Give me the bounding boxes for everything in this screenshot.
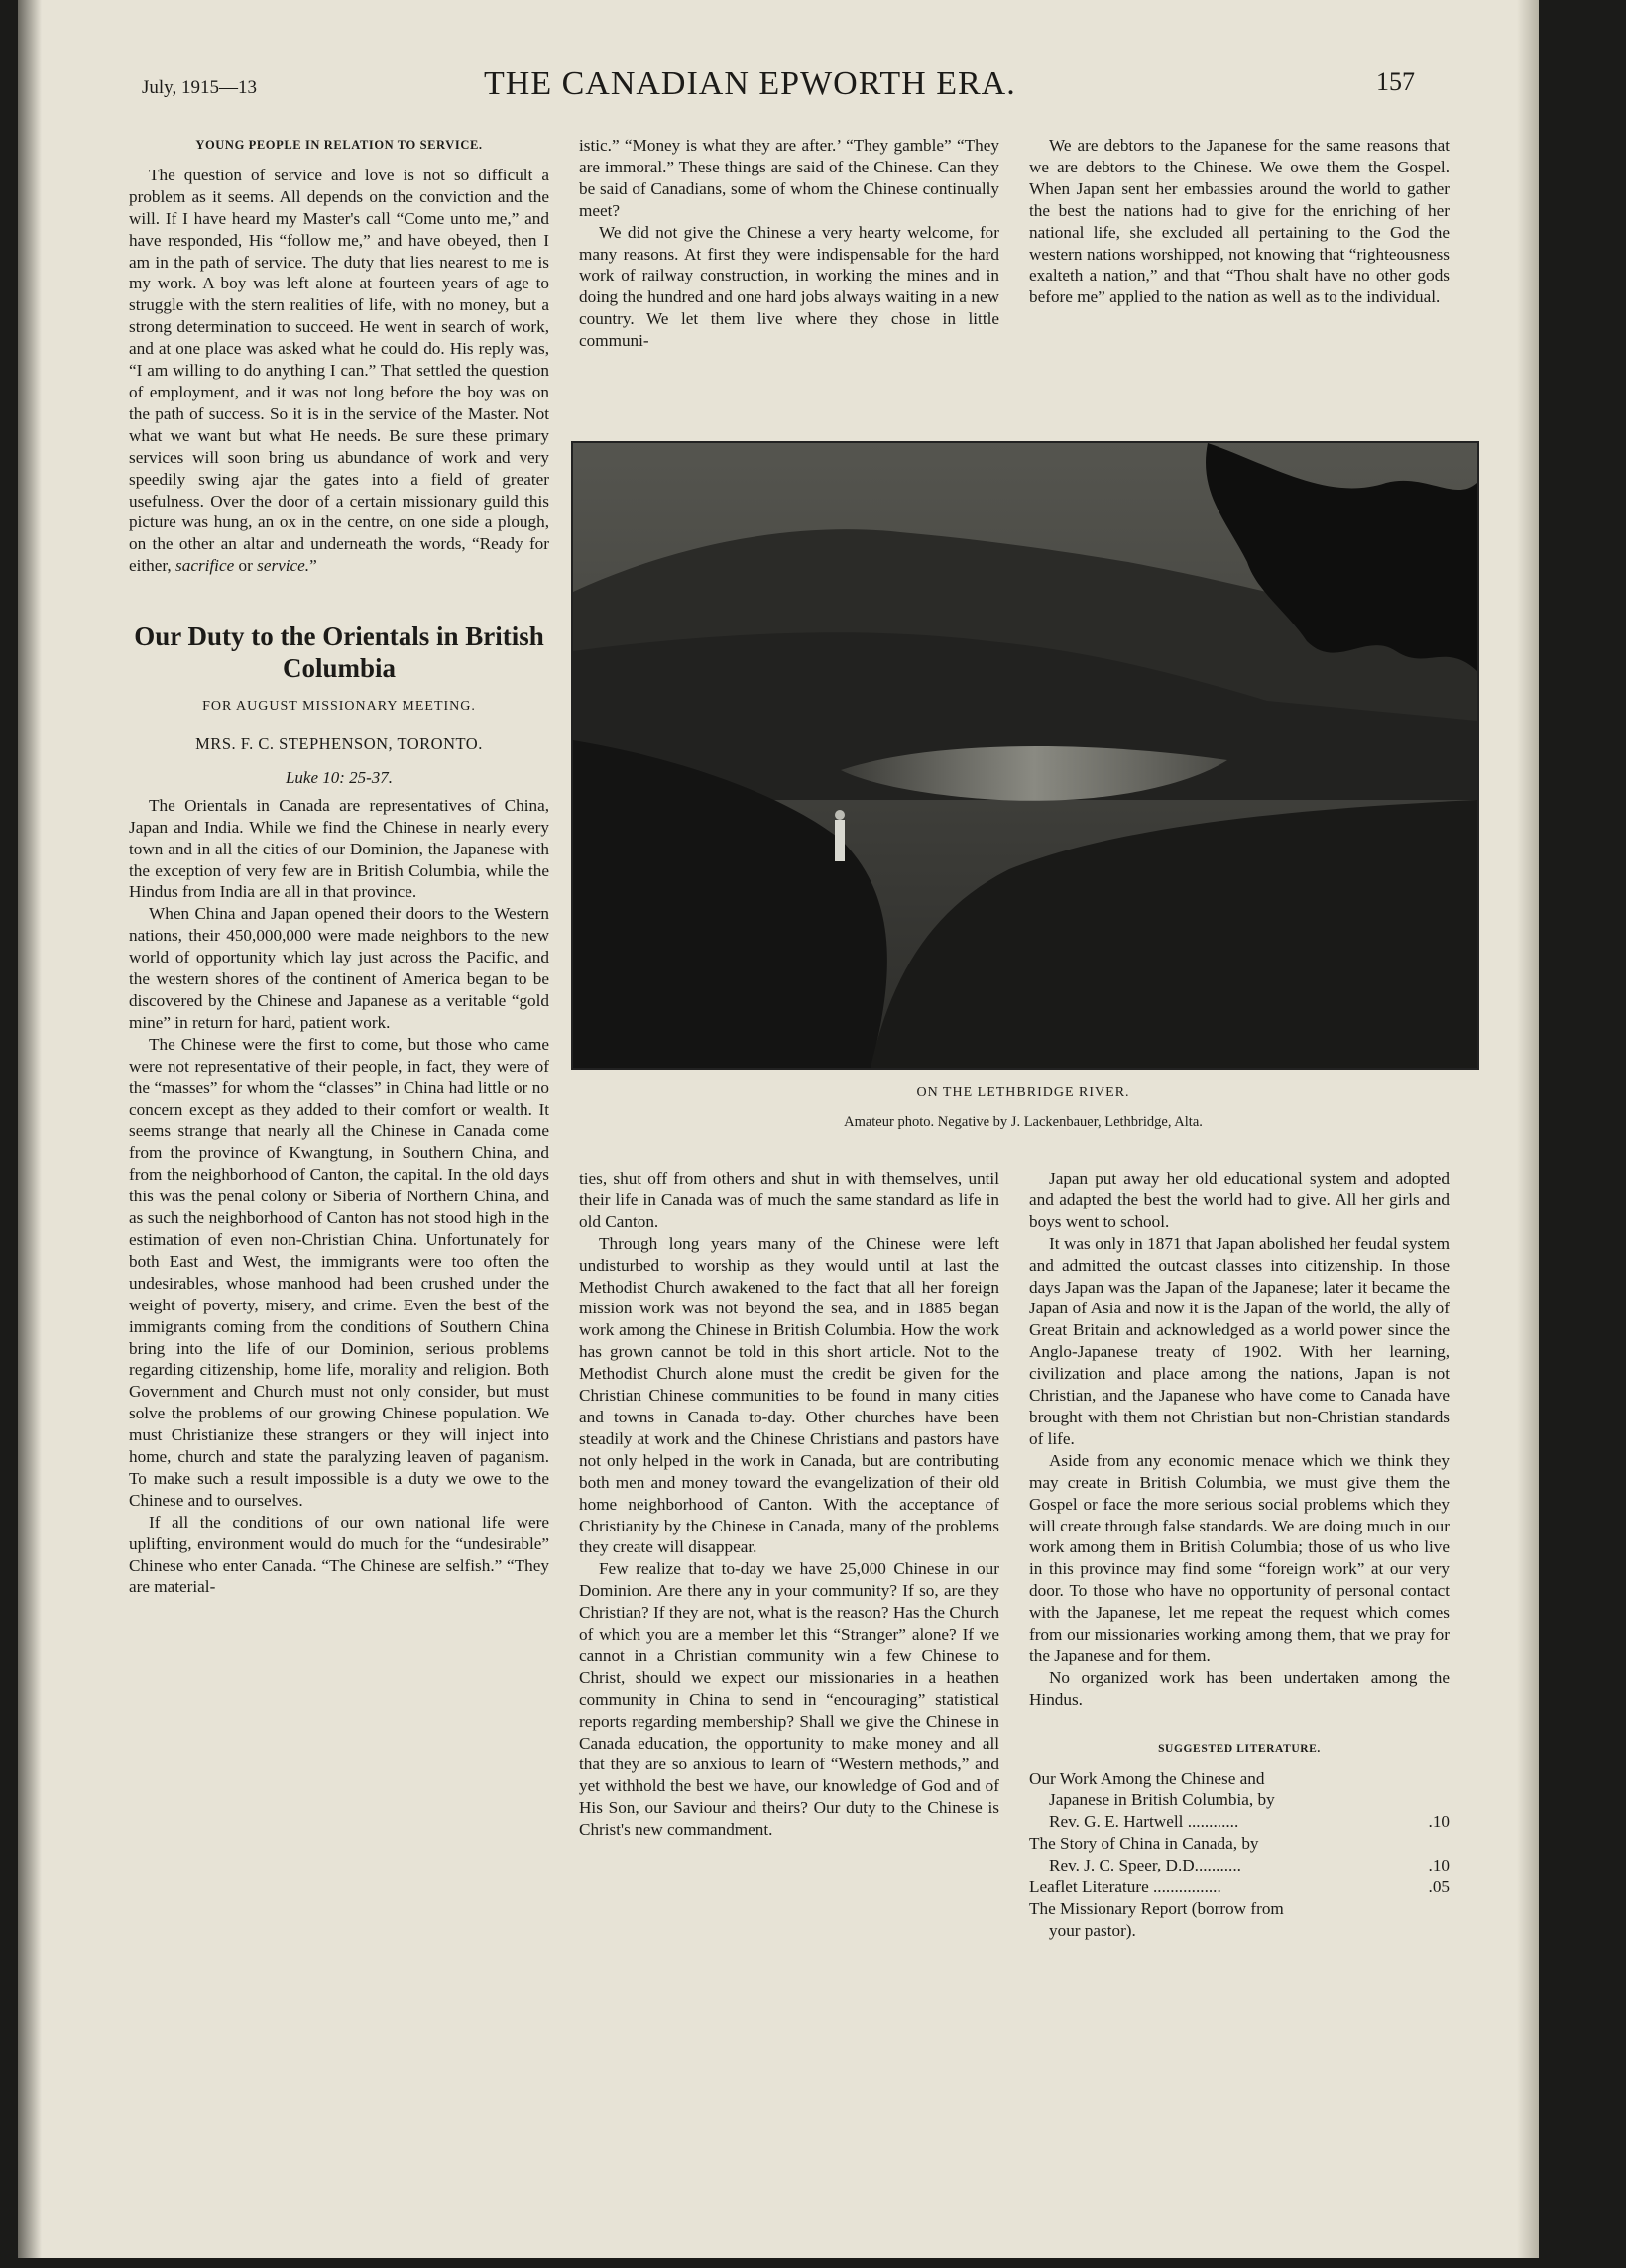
running-header (18, 65, 1539, 105)
literature-item: The Missionary Report (borrow from your pastor). (1029, 1899, 1284, 1940)
magazine-title: THE CANADIAN EPWORTH ERA. (484, 65, 1016, 102)
scripture-reference: Luke 10: 25-37. (285, 767, 394, 787)
paragraph: Japan put away her old educational system and adopted and adapted the best the world had to give. All her girls and boys went to school. (1029, 1169, 1450, 1231)
photo-credit: Amateur photo. Negative by J. Lackenbauer, Lethbridge, Alta. (844, 1114, 1203, 1130)
column-2-top (579, 135, 999, 352)
article-author: MRS. F. C. STEPHENSON, TORONTO. (195, 735, 483, 754)
paragraph: The Chinese were the first to come, but those who came were not representative of their people, in fact, they were of the “masses” for whom the “classes” in China had little or no concern except as they added to their comfort or wealth. It seems strange that nearly all the Chinese in Canada come from the province of Kwangtung, in Southern China, and from the neighborhood of Canton, the capital. In the old days this was the penal colony or Siberia of Northern China, and as such the neighborhood of Canton has not stood high in the estimation of even non-Christian China. Unfortunately for both East and West, the immigrants were too often the undesirables, whose manhood had been crushed under the weight of poverty, misery, and crime. Even the best of the immigrants coming from the conditions of Southern China bring into the life of our Dominion, serious problems regarding citizenship, home life, morality and religion. Both Government and Church must not only consider, but must solve the problems of our growing Chinese population. We must Christianize these strangers or they will inject into home, church and state the paralyzing leaven of paganism. To make such a result impossible is a duty we owe to the Chinese and to ourselves. (129, 1034, 549, 1510)
column-2-bottom (579, 1168, 999, 1841)
article-subtitle: FOR AUGUST MISSIONARY MEETING. (202, 699, 476, 715)
page-edge (1517, 0, 1539, 2258)
issue-date: July, 1915—13 (142, 77, 257, 98)
literature-heading: SUGGESTED LITERATURE. (1158, 1742, 1321, 1755)
paragraph: The Orientals in Canada are representatives of China, Japan and India. While we find the Chinese in nearly every town and in all the cities of our Dominion, the Japanese with the exception of very few are in British Columbia, while the Hindus from India are all in that province. (129, 795, 549, 902)
paragraph: No organized work has been undertaken among the Hindus. (1029, 1667, 1450, 1709)
paragraph: Through long years many of the Chinese were left undisturbed to worship as they would until at last the Methodist Church awakened to the fact that all her foreign mission work was not beyond the sea, and in 1885 began work among the Chinese in British Columbia. How the work has grown cannot be told in this short article. Not to the Methodist Church alone must the credit be given for the Christian Chinese communities to be found in many cities and towns in Canada to-day. Other churches have been steadily at work and the Chinese Christians and pastors have not only helped in the work in Canada, but are contributing both men and money toward the evangelization of their old home neighborhood of Canton. With the acceptance of Christianity by the Chinese in Canada, many of the problems they create will disappear. (579, 1233, 999, 1557)
column-3-bottom (1029, 1168, 1450, 1942)
article-title: Our Duty to the Orientals in British Columbia (134, 622, 544, 684)
column-1 (129, 135, 549, 1598)
literature-item: The Story of China in Canada, by Rev. J. C. Speer, D.D........... .10 (1029, 1834, 1450, 1875)
magazine-page (18, 0, 1539, 2258)
paragraph: Few realize that to-day we have 25,000 Chinese in our Dominion. Are there any in your community? If so, are they Christian? If they are not, what is the reason? Has the Church of which you are a member let this “Stranger” alone? If we cannot in a Christian community win a few Chinese to Christ, should we expect our missionaries in a heathen community in China to send in “encouraging” statistical reports regarding membership? Shall we give the Chinese in Canada education, the opportunity to make money and all that they are so anxious to learn of “Western methods,” and yet withhold the best we have, our knowledge of God and of His Son, our Saviour and theirs? Our duty to the Chinese is Christ's new commandment. (579, 1559, 999, 1840)
literature-price: .05 (1428, 1877, 1450, 1897)
paragraph: Aside from any economic menace which we think they may create in British Columbia, we must give them the Gospel or face the more serious social problems which they will create through false standards. We are doing much in our work among them in British Columbia; those of us who live in this province may find some “foreign work” at our very door. To those who have no opportunity of personal contact with the Japanese, let me repeat the request which comes from our missionaries working among them, that we pray for the Japanese and for them. (1029, 1450, 1450, 1665)
literature-price: .10 (1428, 1856, 1450, 1875)
column-3-top (1029, 135, 1450, 308)
binding-shadow (18, 0, 42, 2258)
paragraph: We did not give the Chinese a very hearty welcome, for many reasons. At first they were indispensable for the hard work of railway construction, in working the mines and in doing the hundred and one hard jobs always waiting in a new country. We let them live where they chose in little communi- (579, 222, 999, 351)
paragraph: If all the conditions of our own national life were uplifting, environment would do much for the “undesirable” Chinese who enter Canada. “The Chinese are selfish.” “They are material- (129, 1512, 549, 1597)
photo-caption: ON THE LETHBRIDGE RIVER. (916, 1085, 1130, 1100)
lethbridge-river-photo (571, 441, 1479, 1070)
literature-price: .10 (1428, 1812, 1450, 1832)
paragraph: The question of service and love is not so difficult a problem as it seems. All depends on the conviction and the will. If I have heard my Master's call “Come unto me,” and have responded, His “follow me,” and have obeyed, then I am in the path of service. The duty that lies nearest to me is my work. A boy was left alone at fourteen years of age to struggle with the stern realities of life, with no money, but a strong determination to succeed. He went in search of work, and at one place was asked what he could do. His reply was, “I am willing to do anything I can.” That settled the question of employment, and it was not long before the boy was on the path of success. So it is in the service of the Master. Not what we want but what He needs. Be sure these primary services will soon bring us abundance of work and very speedily swing ajar the gates into a field of greater usefulness. Over the door of a certain missionary guild this picture was hung, an ox in the centre, on one side a plough, on the other an altar and underneath the words, “Ready for either, sacrifice or service.” (129, 165, 549, 576)
landscape-image (573, 443, 1477, 1068)
paragraph: When China and Japan opened their doors to the Western nations, their 450,000,000 were made neighbors to the new world of opportunity which lay just across the Pacific, and the western shores of the continent of America began to be discovered by the Chinese and Japanese as a veritable “gold mine” in return for hard, patient work. (129, 904, 549, 1032)
literature-item: Our Work Among the Chinese and Japanese in British Columbia, by Rev. G. E. Hartwell ............ .10 (1029, 1768, 1450, 1832)
section-heading-young-people: YOUNG PEOPLE IN RELATION TO SERVICE. (195, 138, 483, 152)
literature-list (1029, 1768, 1450, 1942)
paragraph: ties, shut off from others and shut in with themselves, until their life in Canada was of much the same standard as life in old Canton. (579, 1169, 999, 1231)
literature-item: Leaflet Literature ................ .05 (1029, 1877, 1450, 1897)
paragraph: We are debtors to the Japanese for the same reasons that we are debtors to the Chinese. We owe them the Gospel. When Japan sent her embassies around the world to gather the best the nations had to give for the enriching of her national life, she excluded all pertaining to the God the western nations worshipped, not knowing that “righteousness exalteth a nation,” and that “Thou shalt have no other gods before me” applied to the nation as well as to the individual. (1029, 136, 1450, 307)
paragraph: istic.” “Money is what they are after.’ “They gamble” “They are immoral.” These things are said of the Chinese. Can they be said of Canadians, some of whom the Chinese continually meet? (579, 136, 999, 220)
paragraph: It was only in 1871 that Japan abolished her feudal system and admitted the outcast classes into citizenship. In those days Japan was the Japan of the Japanese; later it became the Japan of Asia and now it is the Japan of the world, the ally of Great Britain and acknowledged as a world power since the Anglo-Japanese treaty of 1902. With her learning, civilization and place among the nations, Japan is not Christian, and the Japanese who have come to Canada have brought with them not Christian but non-Christian standards of life. (1029, 1233, 1450, 1448)
page-number: 157 (1376, 67, 1415, 96)
